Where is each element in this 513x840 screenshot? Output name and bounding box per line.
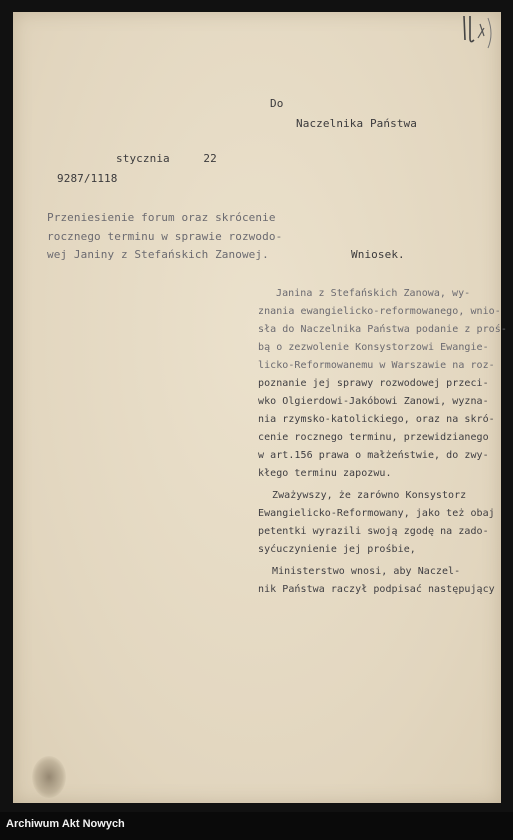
subject-line-3: wej Janiny z Stefańskich Zanowej. [47,248,269,261]
body-line: petentki wyrazili swoją zgodę na zado- [258,526,489,537]
archive-label: Archiwum Akt Nowych [6,818,125,830]
body-line: wko Olgierdowi-Jakóbowi Zanowi, wyzna- [258,396,489,407]
body-line: sła do Naczelnika Państwa podanie z proś- [258,324,507,335]
body-line: syćuczynienie jej prośbie, [258,544,416,555]
to-label: Do [270,97,284,110]
reference-number: 9287/1118 [57,172,118,185]
body-line: bą o zezwolenie Konsystorzowi Ewangie- [258,342,489,353]
body-line: poznanie jej sprawy rozwodowej przeci- [258,378,489,389]
pencil-mark-icon [458,14,498,54]
body-line: Ministerstwo wnosi, aby Naczel- [272,566,461,577]
document-type: Wniosek. [351,248,405,261]
addressee: Naczelnika Państwa [296,117,418,130]
body-line: Zważywszy, że zarówno Konsystorz [272,490,467,501]
body-line: nik Państwa raczył podpisać następujący [258,584,495,595]
paper-stain [32,756,66,798]
body-line: Janina z Stefańskich Zanowa, wy- [276,288,471,299]
body-line: licko-Reformowanemu w Warszawie na roz- [258,360,495,371]
body-line: cenie rocznego terminu, przewidzianego [258,432,489,443]
body-line: Ewangielicko-Reformowany, jako też obaj [258,508,495,519]
document-page [13,12,501,803]
date-line: stycznia 22 [116,152,217,165]
body-line: nia rzymsko-katolickiego, oraz na skró- [258,414,495,425]
body-line: znania ewangielicko-reformowanego, wnio- [258,306,501,317]
body-line: w art.156 prawa o małżeństwie, do zwy- [258,450,489,461]
subject-line-2: rocznego terminu w sprawie rozwodo- [47,230,283,243]
subject-line-1: Przeniesienie forum oraz skrócenie [47,211,276,224]
body-line: kłego terminu zapozwu. [258,468,392,479]
